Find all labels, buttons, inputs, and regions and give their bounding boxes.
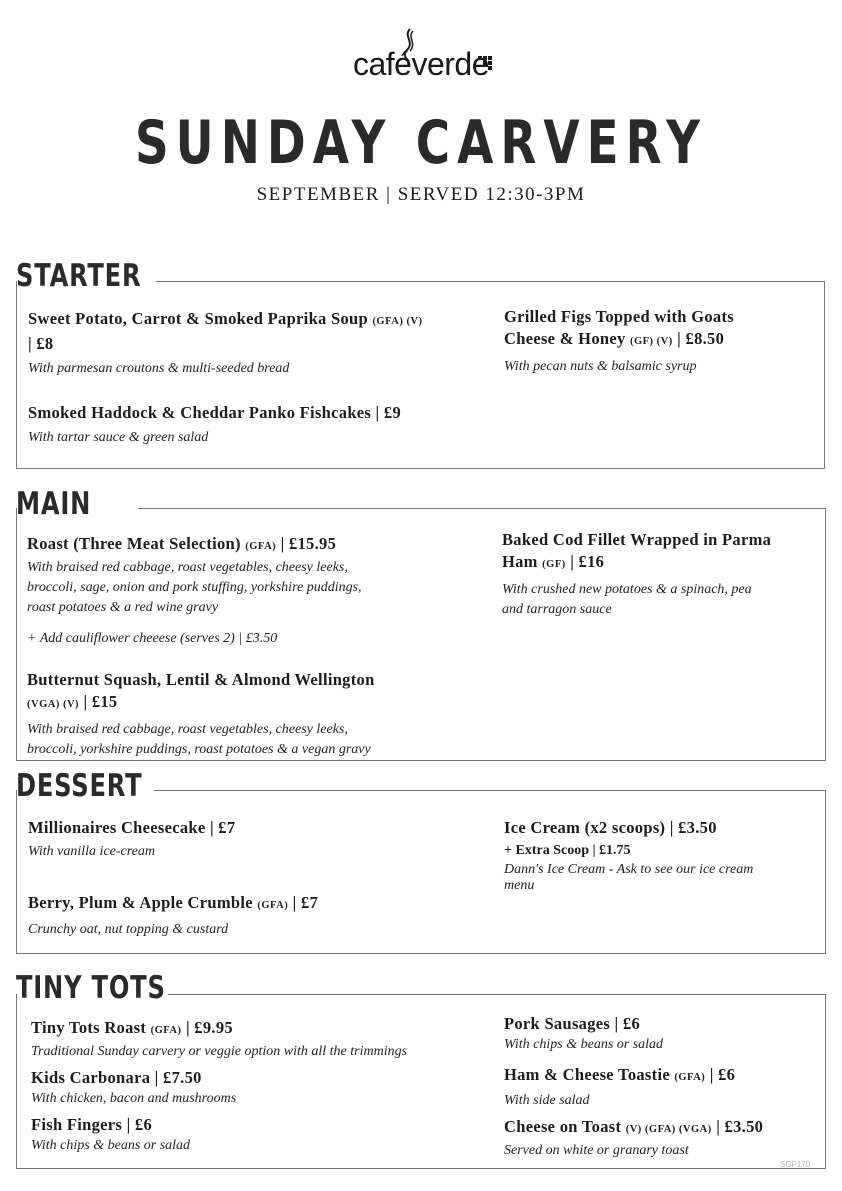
menu-item: Kids Carbonara | £7.50 With chicken, bacon and mushrooms <box>31 1068 237 1106</box>
section-title-starter: STARTER <box>16 258 142 294</box>
menu-item: Grilled Figs Topped with Goats Cheese & Honey (GF) (V) | £8.50 With pecan nuts & balsamic syrup <box>504 307 734 374</box>
menu-item: Butternut Squash, Lentil & Almond Wellington (VGA) (V) | £15 With braised red cabbage, roast vegetables, cheesy leeks, broccoli, yorkshire puddings, roast potatoes & a vegan gravy <box>27 670 375 757</box>
menu-item: Sweet Potato, Carrot & Smoked Paprika Soup (GFA) (V) | £8 With parmesan croutons & multi-seeded bread <box>28 309 423 376</box>
menu-item: Pork Sausages | £6 With chips & beans or salad <box>504 1014 664 1052</box>
brand-name: caféverde <box>352 46 490 82</box>
section-title-main: MAIN <box>16 486 92 522</box>
menu-title: SUNDAY CARVERY <box>134 108 708 178</box>
menu-item: Berry, Plum & Apple Crumble (GFA) | £7 Crunchy oat, nut topping & custard <box>28 893 319 937</box>
menu-item: Ham & Cheese Toastie (GFA) | £6 With side salad <box>504 1065 736 1108</box>
menu-item: Tiny Tots Roast (GFA) | £9.95 Traditional Sunday carvery or veggie option with all the trimmings <box>31 1018 408 1059</box>
menu-item: Baked Cod Fillet Wrapped in Parma Ham (GF) | £16 With crushed new potatoes & a spinach, pea and tarragon sauce <box>502 530 772 617</box>
section-title-tinytots: TINY TOTS <box>16 970 166 1006</box>
menu-subtitle: SEPTEMBER | SERVED 12:30-3PM <box>256 184 586 205</box>
footer-code: SGP170 <box>780 1160 811 1169</box>
menu-item: Ice Cream (x2 scoops) | £3.50 + Extra Scoop | £1.75 Dann's Ice Cream - Ask to see our ice cream menu <box>504 818 754 893</box>
brand-logo <box>0 28 842 82</box>
menu-item: Fish Fingers | £6 With chips & beans or salad <box>31 1115 191 1153</box>
section-title-dessert: DESSERT <box>16 768 143 804</box>
menu-item: Millionaires Cheesecake | £7 With vanilla ice-cream <box>28 818 236 859</box>
menu-item: Roast (Three Meat Selection) (GFA) | £15.95 With braised red cabbage, roast vegetables, cheesy leeks, broccoli, sage, onion and pork stuffing, yorkshire puddings, roast potatoes & a red wine gravy + Add cauliflower cheeese (serves 2) | £3.50 <box>27 534 362 646</box>
menu-item: Smoked Haddock & Cheddar Panko Fishcakes | £9 With tartar sauce & green salad <box>28 403 402 445</box>
menu-item: Cheese on Toast (V) (GFA) (VGA) | £3.50 Served on white or granary toast <box>504 1117 764 1158</box>
